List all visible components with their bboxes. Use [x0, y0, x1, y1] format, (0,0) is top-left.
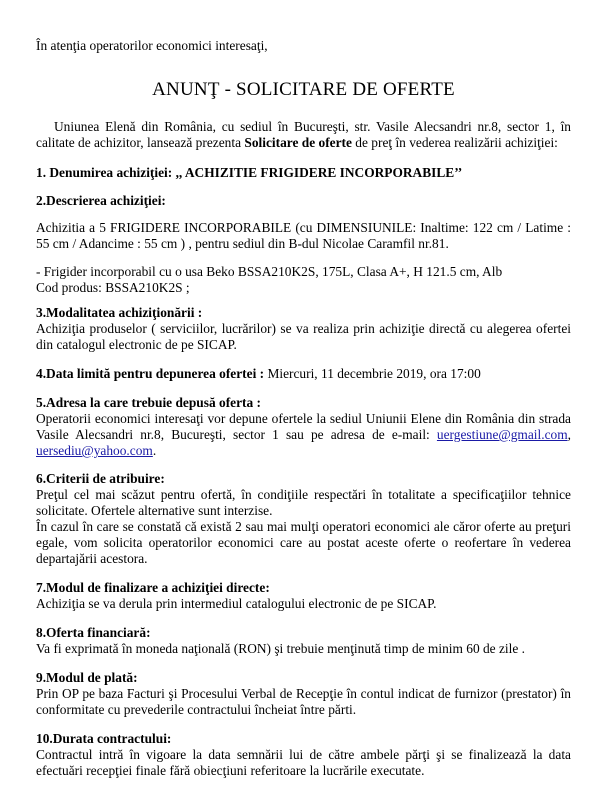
section-10-heading: 10.Durata contractului: — [36, 731, 172, 746]
section-1-heading: 1. Denumirea achiziţiei: ,, ACHIZITIE FRIGIDERE INCORPORABILE’’ — [36, 165, 463, 180]
email-link-sediu[interactable]: uersediu@yahoo.com — [36, 443, 153, 458]
document-title: ANUNŢ - SOLICITARE DE OFERTE — [152, 79, 455, 100]
section-2-description: Achizitia a 5 FRIGIDERE INCORPORABILE (cu DIMENSIUNILE: Inaltime: 122 cm / Latime : 55 cm / Adancime : 55 cm ) , pentru sediul din B-dul Nicolae Caramfil nr.81. — [36, 220, 571, 251]
section-5-end: . — [152, 443, 157, 458]
intro-text-after: de preţ în vederea realizării achiziţiei: — [351, 135, 558, 150]
section-3-heading: 3.Modalitatea achiziţionării : — [36, 305, 203, 320]
section-5-body: Operatorii economici interesaţi vor depune ofertele la sediul Uniunii Elene din România din strada Vasile Alecsandri nr.8, Bucureşti, sector 1 sau pe adresa de e-mail: — [36, 411, 571, 442]
section-5-heading: 5.Adresa la care trebuie depusă oferta : — [36, 395, 262, 410]
section-6-text-1: Preţul cel mai scăzut pentru ofertă, în condiţiile respectări în totalitate a specificaţiilor tehnice solicitate. Ofertele alternative sunt interzise. — [36, 487, 571, 518]
intro-bold: Solicitare de oferte — [244, 135, 352, 150]
section-2-spec-line-1: - Frigider incorporabil cu o usa Beko BSSA210K2S, 175L, Clasa A+, H 121.5 cm, Alb — [36, 264, 503, 279]
section-5-text — [36, 411, 571, 459]
section-7-text: Achiziţia se va derula prin intermediul catalogului electronic de pe SICAP. — [36, 596, 437, 611]
section-2-spec-line-2: Cod produs: BSSA210K2S ; — [36, 280, 190, 295]
intro-paragraph — [36, 119, 571, 151]
section-10-text: Contractul intră în vigoare la data semnării lui de către ambele părţi şi se finalizează la data efectuări recepţiei finale fără obiecţiuni referitoare la lucrările executate. — [36, 747, 571, 778]
email-separator: , — [567, 427, 571, 442]
salutation: În atenţia operatorilor economici interesaţi, — [36, 38, 268, 53]
section-8-heading: 8.Oferta financiară: — [36, 625, 151, 640]
section-7-heading: 7.Modul de finalizare a achiziţiei directe: — [36, 580, 270, 595]
section-2-heading: 2.Descrierea achiziţiei: — [36, 193, 166, 208]
section-9-heading: 9.Modul de plată: — [36, 670, 138, 685]
section-3-text: Achiziţia produselor ( serviciilor, lucrărilor) se va realiza prin achiziţie directă cu alegerea ofertei din catalogul electronic de pe SICAP. — [36, 321, 571, 352]
section-4-value: Miercuri, 11 decembrie 2019, ora 17:00 — [264, 366, 481, 381]
email-link-gestiune[interactable]: uergestiune@gmail.com — [436, 427, 568, 442]
intro-text-before: Uniunea Elenă din România, cu sediul în Bucureşti, str. Vasile Alecsandri nr.8, sector 1, în calitate de achizitor, lansează prezenta — [36, 119, 571, 150]
section-4-heading: 4.Data limită pentru depunerea ofertei : — [36, 366, 265, 381]
section-9-text: Prin OP pe baza Facturi şi Procesului Verbal de Recepţie în contul indicat de furnizor (prestator) în conformitate cu prevederile contractului încheiat între părti. — [36, 686, 571, 717]
section-6-text-2: În cazul în care se constată că există 2 sau mai mulţi operatori economici ale căror oferte au preţuri egale, vom solicita operatorilor economici care au postat aceste oferte o reofertare în vederea departajării acestora. — [36, 519, 571, 566]
section-8-text: Va fi exprimată în moneda naţională (RON) şi trebuie menţinută timp de minim 60 de zile . — [36, 641, 525, 656]
section-6-heading: 6.Criterii de atribuire: — [36, 471, 165, 486]
section-4-line — [36, 366, 571, 382]
